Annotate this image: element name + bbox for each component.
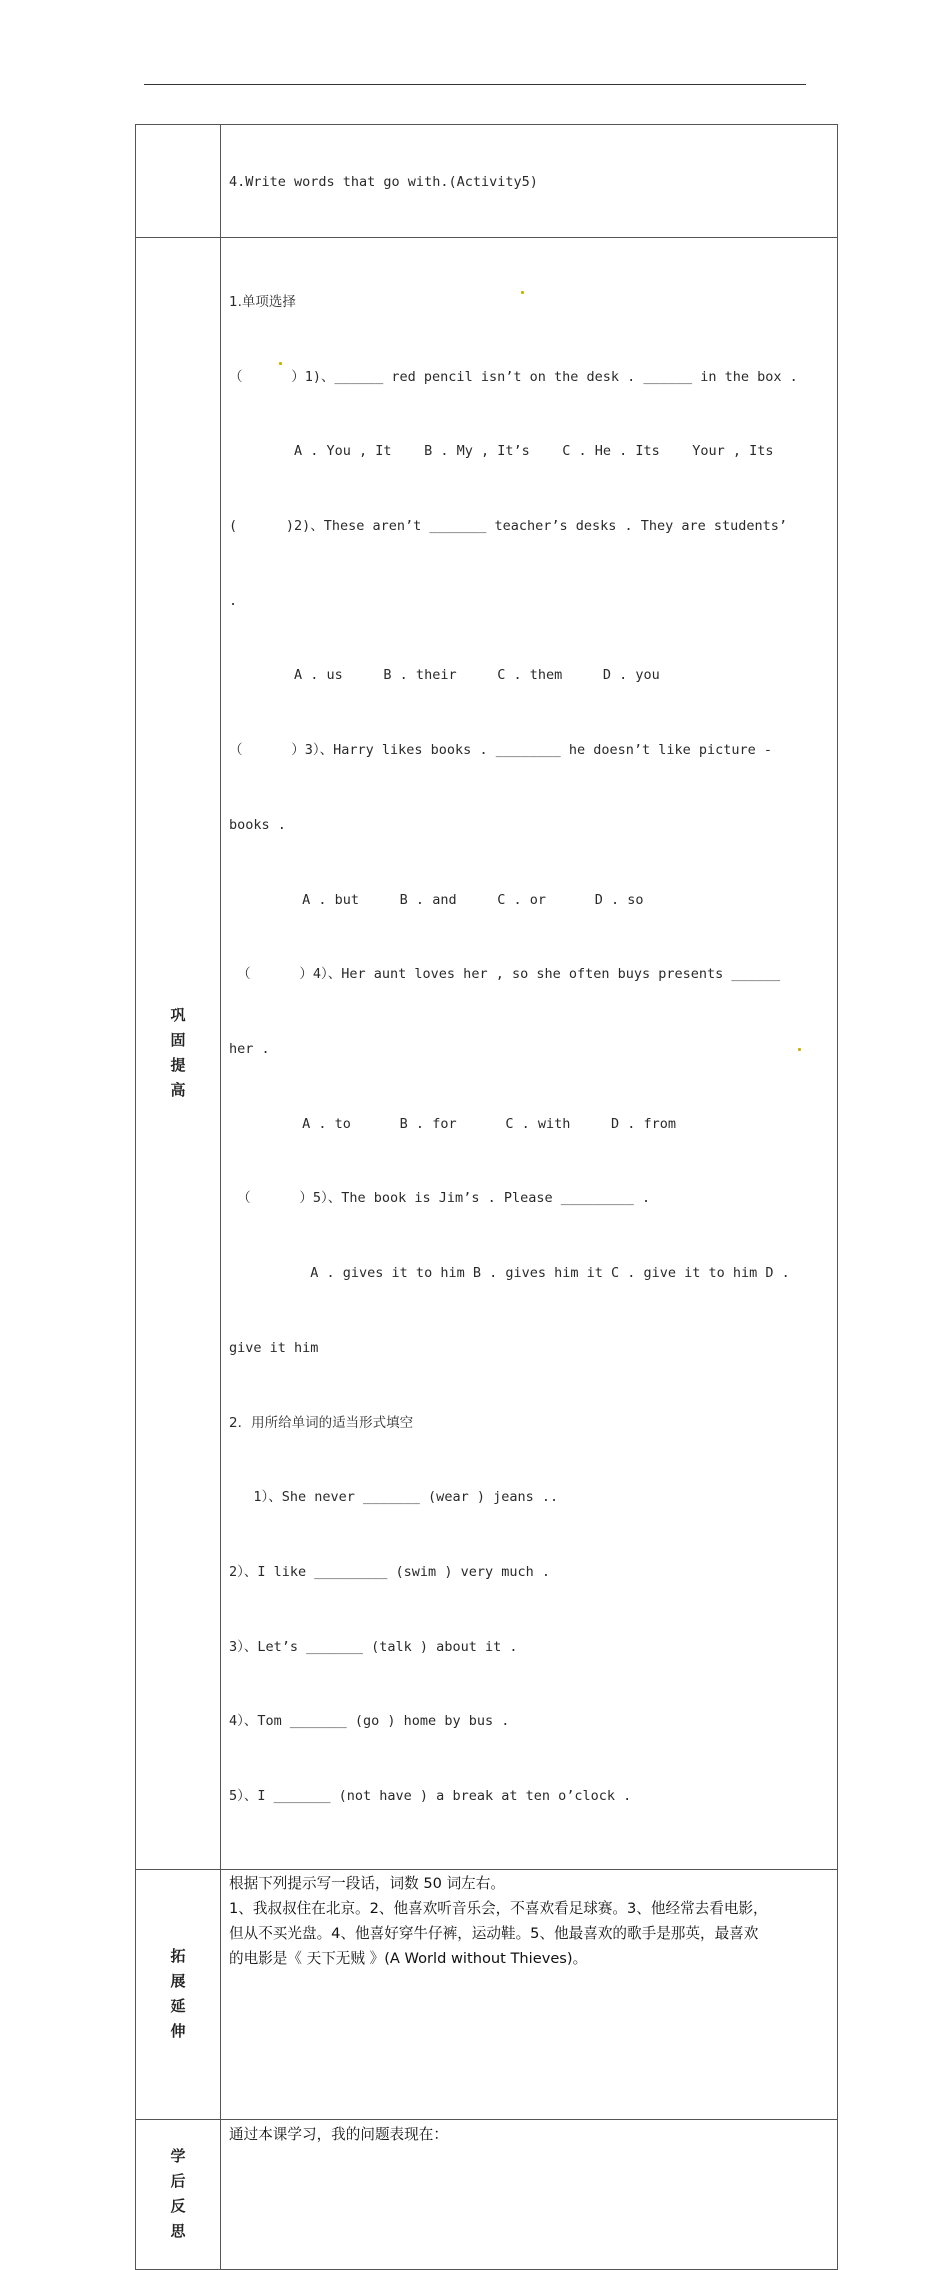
extension-row [136, 1869, 838, 2119]
question-line: （ ）4）、Her aunt loves her , so she often buys presents ______ [229, 966, 781, 983]
yellow-dot-mark [521, 291, 524, 294]
reflection-row [136, 2119, 838, 2269]
question-line: （ ）5）、The book is Jim’s . Please _________ . [229, 1190, 651, 1207]
options-line: A . gives it to him B . gives him it C . give it to him D . [229, 1265, 790, 1282]
header-content-cell [221, 125, 838, 238]
reflection-label: 学 后 反 思 [170, 2147, 186, 2241]
extension-label: 拓 展 延 伸 [170, 1947, 186, 2041]
consolidation-row [136, 238, 838, 1870]
header-rule [144, 84, 806, 85]
fill-line: 4）、Tom _______ (go ) home by bus . [229, 1713, 510, 1730]
question-line: . [229, 592, 238, 609]
options-line: A . but B . and C . or D . so [229, 891, 644, 908]
consolidation-content-cell [221, 238, 838, 1870]
writing-prompt-line: 1、我叔叔住在北京。2、他喜欢听音乐会，不喜欢看足球赛。3、他经常去看电影， [229, 1899, 768, 1917]
options-line: A . us B . their C . them D . you [229, 667, 660, 684]
part1-title: 1.单项选择 [229, 293, 296, 310]
header-row [136, 125, 838, 238]
reflection-label-cell [136, 2119, 221, 2269]
consolidation-label-cell [136, 238, 221, 1870]
writing-prompt-line: 但从不买光盘。4、他喜好穿牛仔裤，运动鞋。5、他最喜欢的歌手是那英，最喜欢 [229, 1924, 759, 1942]
yellow-dot-mark [279, 362, 282, 365]
options-line: give it him [229, 1339, 319, 1356]
extension-content-cell [221, 1869, 838, 2119]
part2-title: 2．用所给单词的适当形式填空 [229, 1414, 414, 1431]
yellow-dot-mark [798, 1048, 801, 1051]
reflection-prompt: 通过本课学习，我的问题表现在： [229, 2125, 448, 2143]
extension-label-cell [136, 1869, 221, 2119]
fill-line: 5）、I _______ (not have ) a break at ten o’clock . [229, 1788, 632, 1805]
writing-instruction: 根据下列提示写一段话，词数 50 词左右。 [229, 1874, 505, 1892]
options-line: A . to B . for C . with D . from [229, 1115, 677, 1132]
fill-line: 1）、She never _______ (wear ) jeans .. [229, 1489, 559, 1506]
options-line: A . You , It B . My , It’s C . He . Its Your , Its [229, 443, 774, 460]
header-label-cell [136, 125, 221, 238]
activity-instruction: 4.Write words that go with.(Activity5) [229, 174, 538, 190]
fill-line: 2）、I like _________ (swim ) very much . [229, 1564, 550, 1581]
reflection-content-cell [221, 2119, 838, 2269]
question-line: her . [229, 1041, 270, 1057]
question-line: （ ）1)、______ red pencil isn’t on the desk . ______ in the box . [229, 368, 798, 385]
question-line: ( )2)、These aren’t _______ teacher’s desks . They are students’ [229, 517, 788, 534]
consolidation-label: 巩 固 提 高 [170, 1006, 186, 1100]
writing-prompt-line: 的电影是《 天下无贼 》(A World without Thieves)。 [229, 1949, 588, 1967]
worksheet-table [135, 124, 838, 2270]
fill-line: 3）、Let’s _______ (talk ) about it . [229, 1638, 518, 1655]
question-line: （ ）3）、Harry likes books . ________ he doesn’t like picture - [229, 742, 773, 759]
question-line: books . [229, 816, 286, 833]
